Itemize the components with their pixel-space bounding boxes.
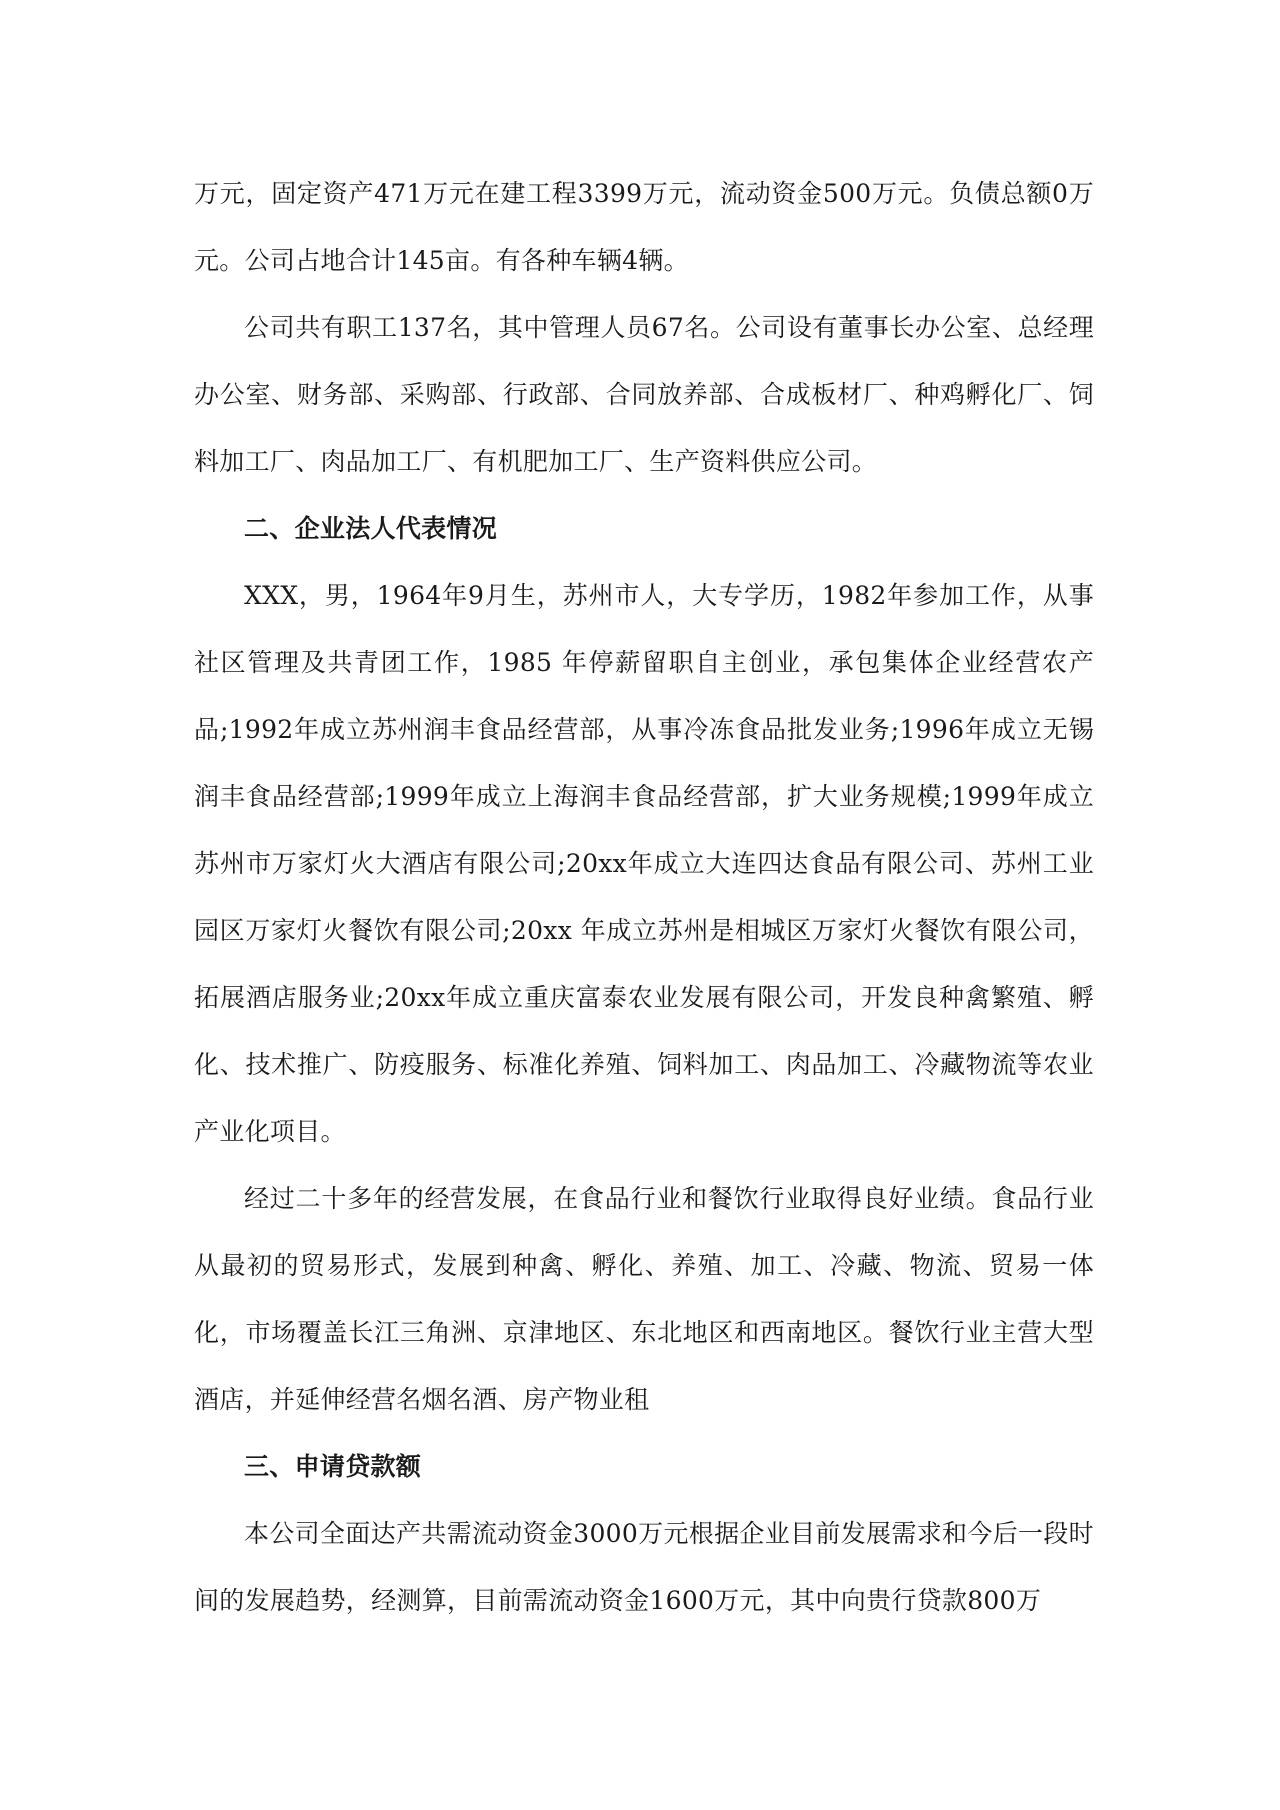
heading-loan-amount: 三、申请贷款额 — [244, 1452, 422, 1481]
heading-legal-representative: 二、企业法人代表情况 — [244, 514, 498, 543]
paragraph-business-development: 经过二十多年的经营发展，在食品行业和餐饮行业取得良好业绩。食品行业从最初的贸易形式，发展到种禽、孵化、养殖、加工、冷藏、物流、贸易一体化，市场覆盖长江三角洲、京津地区、东北地区和西南地区。餐饮行业主营大型酒店，并延伸经营名烟名酒、房产物业租 — [194, 1184, 1094, 1414]
paragraph-assets: 万元，固定资产471万元在建工程3399万元，流动资金500万元。负债总额0万元。公司占地合计145亩。有各种车辆4辆。 — [194, 179, 1094, 275]
paragraph-staff: 公司共有职工137名，其中管理人员67名。公司设有董事长办公室、总经理办公室、财务部、采购部、行政部、合同放养部、合成板材厂、种鸡孵化厂、饲料加工厂、肉品加工厂、有机肥加工厂、生产资料供应公司。 — [194, 313, 1094, 476]
paragraph-loan-request: 本公司全面达产共需流动资金3000万元根据企业目前发展需求和今后一段时间的发展趋势，经测算，目前需流动资金1600万元，其中向贵行贷款800万 — [194, 1519, 1094, 1615]
document-body — [194, 160, 1094, 1634]
paragraph-representative-bio: XXX，男，1964年9月生，苏州市人，大专学历，1982年参加工作，从事社区管理及共青团工作，1985 年停薪留职自主创业，承包集体企业经营农产品;1992年成立苏州润丰食品经营部，从事冷冻食品批发业务;1996年成立无锡润丰食品经营部;1999年成立上海润丰食品经营部，扩大业务规模;1999年成立苏州市万家灯火大酒店有限公司;20xx年成立大连四达食品有限公司、苏州工业园区万家灯火餐饮有限公司;20xx 年成立苏州是相城区万家灯火餐饮有限公司，拓展酒店服务业;20xx年成立重庆富泰农业发展有限公司，开发良种禽繁殖、孵化、技术推广、防疫服务、标准化养殖、饲料加工、肉品加工、冷藏物流等农业产业化项目。 — [194, 581, 1094, 1146]
